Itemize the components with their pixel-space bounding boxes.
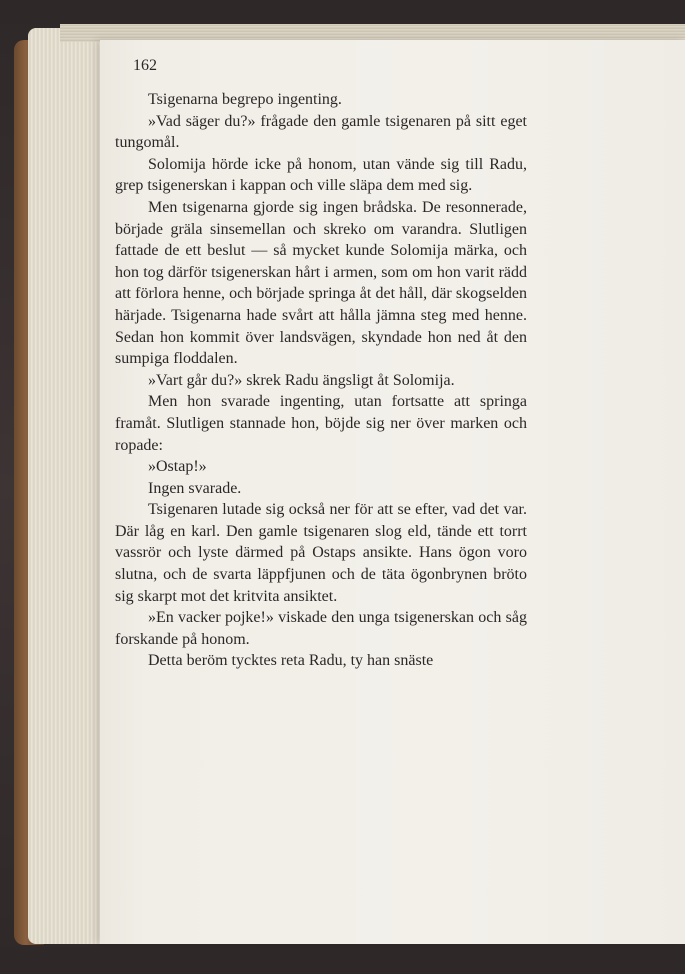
paragraph-10: »En vacker pojke!» viskade den unga tsigenerskan och såg forskande på honom. [115, 609, 527, 648]
paragraph-9: Tsigenaren lutade sig också ner för att se efter, vad det var. Där låg en karl. Den gamle tsigenaren slog eld, tände ett torrt vassrör och lyste därmed på Ostaps ansikte. Hans ögon voro slutna, och de svarta läppfjunen och de täta ögonbrynen bröto sig skarpt mot det kritvita ansiktet. [115, 501, 527, 605]
paragraph-6: Men hon svarade ingenting, utan fortsatte att springa framåt. Slutligen stannade hon, böjde sig ner över marken och ropade: [115, 393, 527, 454]
paragraph-11: Detta beröm tycktes reta Radu, ty han snäste [148, 652, 434, 670]
paragraph-8: Ingen svarade. [148, 479, 242, 497]
page-number: 162 [133, 57, 157, 74]
paragraph-1: Tsigenarna begrepo ingenting. [148, 91, 342, 108]
paragraph-5: »Vart går du?» skrek Radu ängsligt åt Solomija. [148, 371, 455, 389]
paragraph-4: Men tsigenarna gjorde sig ingen brådska. De resonnerade, började gräla sinsemellan och skreko om varandra. Slutligen fattade de ett beslut — så mycket kunde Solomija märka, och hon tog därför tsigenerskan hårt i armen, som om hon varit rädd att förlora henne, och började springa åt det håll, där skogselden härjade. Tsigenarna hade svårt att hålla jämna steg med henne. Sedan hon kommit över landsvägen, skyndade hon ned åt den sumpiga floddalen. [115, 198, 527, 368]
paragraph-7: »Ostap!» [148, 458, 207, 476]
page-text [115, 89, 527, 672]
paragraph-3: Solomija hörde icke på honom, utan vände sig till Radu, grep tsigenerskan i kappan och ville släpa dem med sig. [115, 155, 527, 195]
paragraph-2: »Vad säger du?» frågade den gamle tsigenaren på sitt eget tungomål. [115, 112, 527, 152]
